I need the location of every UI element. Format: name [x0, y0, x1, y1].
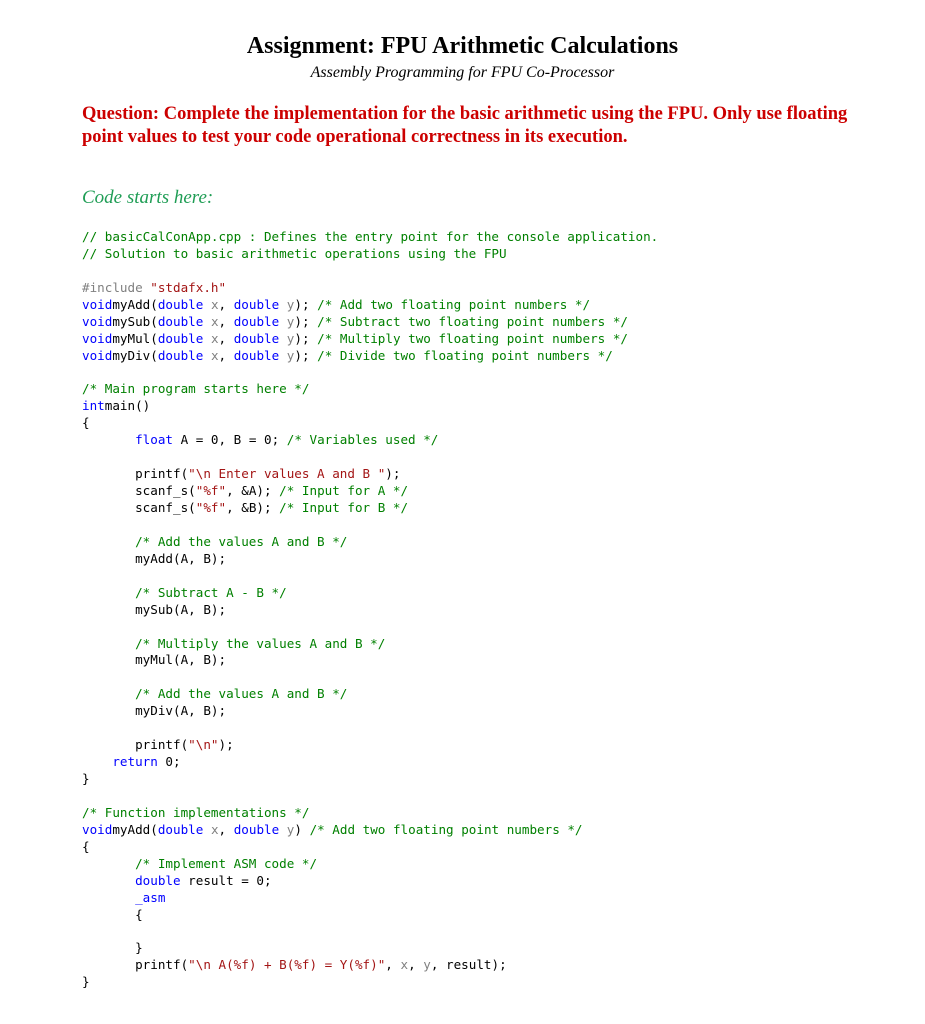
code-line — [82, 229, 658, 246]
code-token-cm: /* Function implementations */ — [82, 804, 310, 820]
code-line — [82, 449, 658, 466]
code-token: , — [218, 313, 234, 329]
code-token — [82, 873, 135, 888]
code-line — [82, 873, 658, 890]
code-token: ); — [294, 330, 318, 346]
code-token-pa: x — [210, 347, 219, 363]
code-token-cm: /* Multiply the values A and B */ — [135, 635, 386, 651]
code-heading: Code starts here: — [82, 187, 214, 208]
code-token: , &B); — [226, 500, 280, 515]
code-line — [82, 737, 658, 754]
code-line — [82, 974, 658, 991]
code-token: , &A); — [226, 483, 280, 499]
code-token — [203, 297, 211, 312]
code-line — [82, 534, 658, 551]
code-token — [279, 348, 287, 363]
code-token: , — [385, 957, 401, 973]
code-token-pa: x — [210, 296, 219, 312]
code-line — [82, 331, 658, 348]
code-token — [203, 314, 211, 329]
code-token-cm: /* Add the values A and B */ — [135, 533, 348, 549]
code-line — [82, 619, 658, 636]
code-token-cm: /* Multiply two floating point numbers */ — [317, 330, 629, 346]
code-token-pa: y — [423, 957, 431, 973]
code-token-cm: /* Main program starts here */ — [82, 381, 310, 397]
code-token: A = 0, B = 0; — [180, 432, 287, 448]
code-token-kw: void — [82, 296, 113, 312]
code-token-pp: #include — [82, 279, 151, 295]
code-token-kw: double — [157, 313, 204, 329]
code-token — [203, 348, 211, 363]
code-line — [82, 754, 658, 771]
code-line — [82, 398, 658, 415]
code-token: , — [218, 296, 234, 312]
code-token: ); — [218, 737, 234, 753]
code-token: } — [82, 974, 90, 990]
code-token: ); — [294, 347, 318, 363]
code-token-kw: double — [157, 296, 204, 312]
code-token: , — [218, 821, 234, 837]
code-token-cm: /* Input for B */ — [279, 500, 409, 515]
code-token-pa: x — [210, 330, 219, 346]
code-token: myAdd( — [112, 821, 158, 837]
code-token: { — [82, 906, 143, 922]
code-token-cm: /* Add two floating point numbers */ — [309, 821, 583, 837]
code-token: printf( — [82, 466, 189, 482]
code-token-kw: void — [82, 313, 113, 329]
code-token-cm: /* Implement ASM code */ — [135, 855, 318, 871]
code-token — [82, 686, 135, 701]
code-token-kw: double — [233, 347, 280, 363]
code-token-st: "%f" — [195, 483, 227, 499]
code-token-cm: /* Divide two floating point numbers */ — [317, 347, 613, 363]
code-token: 0; — [157, 754, 181, 770]
code-token: printf( — [82, 957, 189, 973]
document-title: Assignment: FPU Arithmetic Calculations — [246, 33, 679, 59]
code-token-pa: x — [210, 313, 219, 329]
code-token — [82, 890, 135, 905]
code-line — [82, 805, 658, 822]
code-token: } — [82, 940, 143, 956]
code-line — [82, 297, 658, 314]
code-line — [82, 822, 658, 839]
code-line — [82, 602, 658, 619]
code-line — [82, 923, 658, 940]
code-token: , — [218, 330, 234, 346]
code-token-st: "stdafx.h" — [150, 279, 227, 295]
code-token: scanf_s( — [82, 500, 196, 515]
code-token-kw: int — [82, 398, 105, 414]
code-token-st: "\n A(%f) + B(%f) = Y(%f)" — [188, 957, 386, 973]
code-token — [82, 534, 135, 549]
code-token: mySub(A, B); — [82, 601, 227, 617]
code-token-pa: x — [210, 821, 219, 837]
code-token: myDiv( — [112, 347, 158, 363]
code-token — [279, 314, 287, 329]
code-token-kw: _asm — [135, 889, 166, 905]
code-line — [82, 940, 658, 957]
code-token-st: "\n" — [188, 737, 219, 753]
code-line — [82, 585, 658, 602]
code-token-cm: // basicCalConApp.cpp : Defines the entry point for the console application. — [82, 229, 659, 244]
code-token-kw: double — [135, 872, 189, 888]
code-line — [82, 703, 658, 720]
code-token-cm: /* Input for A */ — [279, 483, 409, 499]
code-line — [82, 517, 658, 534]
code-token: , — [218, 347, 234, 363]
code-token-pa: y — [286, 347, 295, 363]
code-token — [82, 432, 135, 447]
code-token: myAdd( — [112, 296, 158, 312]
code-line — [82, 890, 658, 907]
code-token-kw: double — [233, 313, 280, 329]
code-line — [82, 483, 658, 500]
code-token — [203, 331, 211, 346]
code-line — [82, 957, 658, 974]
code-token-cm: /* Subtract two floating point numbers */ — [317, 313, 629, 329]
code-line — [82, 669, 658, 686]
code-line — [82, 314, 658, 331]
code-token-cm: /* Add two floating point numbers */ — [317, 296, 591, 312]
code-token-cm: /* Variables used */ — [286, 432, 439, 448]
code-token-kw: double — [233, 330, 280, 346]
code-line — [82, 551, 658, 568]
code-token: myDiv(A, B); — [82, 703, 227, 719]
code-line — [82, 381, 658, 398]
code-token — [82, 585, 135, 600]
code-token-cm: /* Add the values A and B */ — [135, 686, 348, 702]
code-token: } — [82, 771, 90, 786]
code-token: mySub( — [112, 313, 158, 329]
code-line — [82, 686, 658, 703]
code-token: myMul( — [112, 330, 158, 346]
code-line — [82, 246, 658, 263]
code-token: myMul(A, B); — [82, 652, 227, 668]
code-line — [82, 263, 658, 280]
code-token-kw: void — [82, 347, 113, 363]
code-token-cm: /* Subtract A - B */ — [135, 584, 287, 600]
code-block — [82, 229, 658, 991]
code-token: ) — [294, 821, 310, 837]
code-token: { — [82, 415, 90, 431]
document-subtitle: Assembly Programming for FPU Co-Processor — [310, 64, 615, 81]
code-line — [82, 365, 658, 382]
code-token — [203, 822, 211, 837]
code-token — [279, 822, 287, 837]
code-token: ); — [294, 313, 318, 329]
code-line — [82, 771, 658, 788]
code-line — [82, 652, 658, 669]
code-token-kw: void — [82, 821, 113, 837]
code-line — [82, 432, 658, 449]
code-token: myAdd(A, B); — [82, 550, 227, 566]
code-token-pa: y — [286, 821, 295, 837]
code-token: printf( — [82, 737, 189, 753]
code-token: main() — [104, 398, 151, 414]
code-token-pa: y — [286, 313, 295, 329]
code-token-pa: x — [400, 957, 409, 973]
code-token: { — [82, 838, 90, 854]
code-line — [82, 907, 658, 924]
code-token — [82, 856, 135, 871]
code-line — [82, 280, 658, 297]
code-line — [82, 788, 658, 805]
code-line — [82, 466, 658, 483]
code-token-kw: double — [233, 296, 280, 312]
code-token — [279, 297, 287, 312]
code-line — [82, 839, 658, 856]
code-token-pa: y — [286, 296, 295, 312]
code-line — [82, 568, 658, 585]
code-token — [82, 636, 135, 651]
code-token-kw: double — [233, 821, 280, 837]
code-token — [82, 754, 112, 769]
code-token-kw: float — [135, 432, 181, 448]
code-line — [82, 856, 658, 873]
question-text: Question: Complete the implementation for the basic arithmetic using the FPU. Only use floating point values to test your code operational correctness in its execution. — [82, 104, 848, 147]
code-token-kw: return — [112, 754, 158, 770]
code-line — [82, 500, 658, 517]
code-line — [82, 720, 658, 737]
code-token: ); — [385, 466, 401, 482]
code-line — [82, 348, 658, 365]
code-token: , — [408, 957, 424, 973]
code-token-pa: y — [286, 330, 295, 346]
code-token-cm: // Solution to basic arithmetic operations using the FPU — [82, 245, 507, 261]
code-token: result = 0; — [188, 872, 272, 888]
code-line — [82, 636, 658, 653]
code-token-st: "\n Enter values A and B " — [188, 466, 386, 482]
code-token: scanf_s( — [82, 483, 196, 499]
code-token: , result); — [430, 957, 507, 973]
code-token-kw: double — [157, 330, 204, 346]
code-line — [82, 415, 658, 432]
code-token-kw: void — [82, 330, 113, 346]
code-token: ); — [294, 296, 318, 312]
code-token-kw: double — [157, 821, 204, 837]
code-token — [279, 331, 287, 346]
code-token-kw: double — [157, 347, 204, 363]
code-token-st: "%f" — [195, 500, 227, 515]
